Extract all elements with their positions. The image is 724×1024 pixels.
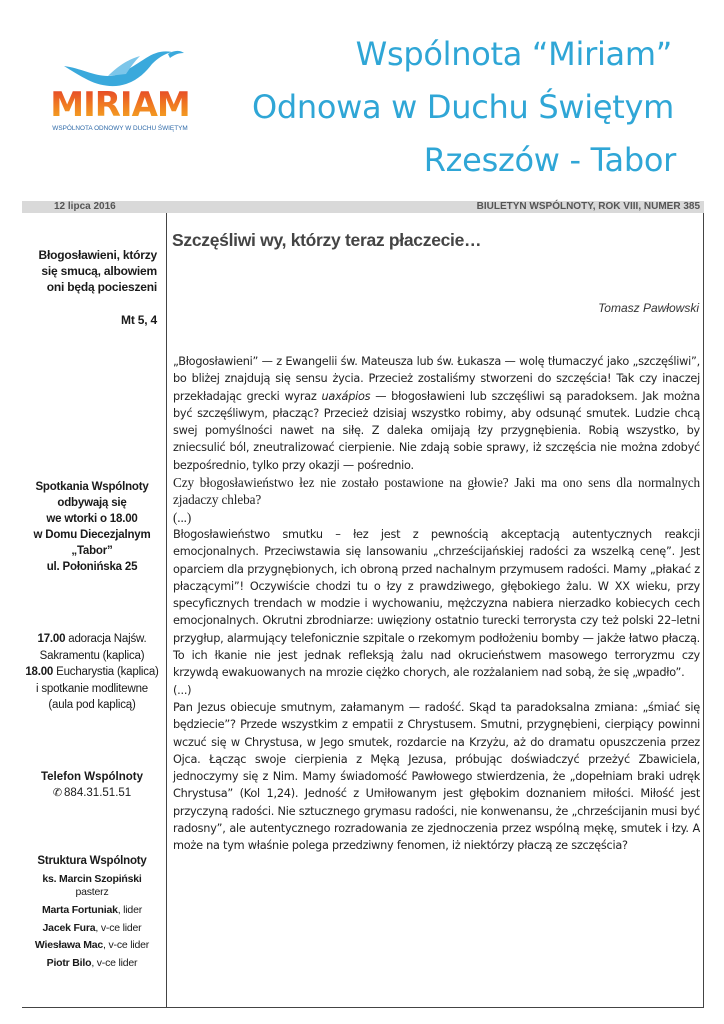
phone-info bbox=[22, 769, 162, 801]
info-bar bbox=[22, 201, 704, 213]
person-entry bbox=[22, 902, 162, 920]
schedule-desc-line: (aula pod kaplicą) bbox=[48, 699, 136, 711]
person-name-text: Jacek Fura bbox=[42, 921, 96, 934]
community-structure bbox=[22, 853, 162, 973]
paragraph-text: — błogosławieni lub szczęśliwi są paradoksem. Jak można być szczęśliwym, płacząc? Przecież dzisiaj wszystko robimy, aby odsunąć smutek. Ludzie chcą swej pomyślności nawet na siłę. Z daleka omijają łzy przygnębienia. Robią wszystko, by zniecsulić ból, zneutralizować cierpienie. Nie zdają sobie sprawy, iż szczęścia nie można zdobyć bezpośrednio, tylko przy okazji — pośrednio. bbox=[173, 389, 700, 472]
person-role: pasterz bbox=[75, 886, 109, 899]
phone-number: 884.31.51.51 bbox=[64, 787, 132, 799]
paragraph: Czy błogosławieństwo łez nie zostało postawione na głowie? Jaki ma ono sens dla normalnych zjadaczy chleba? bbox=[173, 475, 700, 508]
schedule-desc: Eucharystia (kaplica) bbox=[53, 666, 159, 678]
title-line-2: Odnowa w Duchu Świętym bbox=[251, 88, 674, 126]
schedule-desc-line: Sakramentu (kaplica) bbox=[39, 649, 145, 662]
paragraph: Błogosławieństwo smutku – łez jest z pewnością akceptacją autentycznych reakcji emocjonalnych. Przeciwstawia się lansowaniu „chrześcijańskiej radości za wszelką cenę”. Jest oparciem dla przygnębionych, ich obroną przed nachalnym przymusem radości. Mamy „płakać z płaczącymi”! Oczywiście chodzi tu o łzy z prawdziwego, głębokiego żalu. W XX wieku, przy specyficznych trendach w modzie i wychowaniu, mężczyzna nabiera nierzadko kobiecych cech emocjonalnych. Okrutni zbrodniarze: uwięziony ostatnio turecki terrorysta czy też polski 22–letni przygłup, alarmujący telefonicznie szpitale o rzekomym podłożeniu bomby — jakże łatwo płaczą. To ich łkanie nie jest jednak refleksją żalu nad okrucieństwem masowego terroryzmu czy krzywdą ewakuowanych na mrozie ciężko chorych, ale rozżalaniem nad sobą, że się „wpadło”. bbox=[173, 527, 700, 680]
paragraph: Pan Jezus obiecuje smutnym, załamanym — radość. Skąd ta paradoksalna zmiana: „śmiać się będziecie”? Przede wszystkim z empatii z Chrystusem. Smutni, przygnębieni, cierpiący powinni wczuć się w Chrystusa, w Jego smutek, rozdarcie na Krzyżu, aż do dramatu opuszczenia przez Ojca. Łącząc swoje cierpienia z Męką Jezusa, próbując doświadczyć przeżyć Zbawiciela, jednoczymy się z Nim. Mamy świadomość Pawłowego stwierdzenia, że „dopełniam braki udręk Chrystusa” (Kol 1,24). Jedność z Umiłowanym jest głębokim doznaniem miłości. Miłość jest przyczyną radości. Nie sztucznego grymasu radości, nie konwenansu, że „chrześcijanin musi być radosny”, ale autentycznego rozradowania ze zjednoczenia przez wspólną mękę, smutek i łzy. A może na tym właśnie polega przedziwny fenomen, iż niektórzy płaczą ze szczęścia? bbox=[173, 700, 700, 853]
meetings-line: ul. Połonińska 25 bbox=[46, 561, 138, 573]
person-name-text: Marta Fortuniak bbox=[41, 904, 118, 917]
person-role: , v-ce lider bbox=[95, 921, 142, 934]
quote-line: Błogosławieni, którzy bbox=[38, 248, 157, 262]
person-entry bbox=[22, 937, 162, 955]
schedule-item-eucharist bbox=[22, 664, 162, 681]
logo-subtitle: WSPÓLNOTA ODNOWY W DUCHU ŚWIĘTYM bbox=[52, 125, 188, 132]
article-title: Szczęśliwi wy, którzy teraz płaczecie… bbox=[172, 230, 482, 250]
schedule-item-adoration bbox=[22, 631, 162, 648]
logo-wordmark: MIRIAM bbox=[50, 85, 190, 125]
person-entry bbox=[22, 955, 162, 973]
article-author: Tomasz Pawłowski bbox=[598, 301, 699, 315]
person-role: , v-ce lider bbox=[91, 956, 138, 969]
meetings-info bbox=[22, 479, 162, 575]
bottom-border bbox=[22, 1007, 704, 1008]
person-role: , lider bbox=[117, 904, 143, 917]
meetings-line: „Tabor” bbox=[71, 545, 113, 557]
quote-line: oni będą pocieszeni bbox=[46, 280, 157, 294]
meetings-line: w Domu Diecezjalnym bbox=[33, 529, 151, 541]
meetings-line: Spotkania Wspólnoty bbox=[35, 481, 149, 493]
paragraph bbox=[173, 353, 700, 474]
person-name-text: ks. Marcin Szopiński bbox=[42, 872, 142, 885]
schedule bbox=[22, 631, 162, 714]
issue-number: BIULETYN WSPÓLNOTY, ROK VIII, NUMER 385 bbox=[476, 201, 700, 212]
article-body bbox=[173, 353, 700, 855]
ellipsis: (...) bbox=[173, 683, 192, 697]
schedule-time: 18.00 bbox=[25, 666, 54, 678]
quote-reference: Mt 5, 4 bbox=[121, 313, 157, 327]
person-entry bbox=[22, 920, 162, 938]
phone-icon: ✆ bbox=[52, 787, 63, 799]
title-line-1: Wspólnota “Miriam” bbox=[355, 35, 672, 73]
scripture-quote bbox=[27, 247, 157, 328]
newsletter-title bbox=[252, 28, 676, 187]
phone-heading: Telefon Wspólnoty bbox=[40, 771, 143, 783]
title-line-3: Rzeszów - Tabor bbox=[423, 141, 676, 179]
miriam-logo bbox=[50, 38, 190, 148]
meetings-line: odbywają się bbox=[57, 497, 127, 509]
right-border bbox=[703, 213, 704, 1008]
schedule-time: 17.00 bbox=[37, 633, 66, 645]
greek-word: uaxápios bbox=[321, 389, 371, 403]
phone-line bbox=[53, 787, 131, 799]
dove-icon bbox=[64, 51, 184, 86]
ellipsis: (...) bbox=[173, 509, 192, 525]
sidebar bbox=[22, 213, 167, 1008]
person-name-text: Wiesława Mac bbox=[34, 939, 104, 952]
meetings-line: we wtorki o 18.00 bbox=[46, 513, 138, 525]
structure-heading: Struktura Wspólnoty bbox=[37, 855, 147, 867]
schedule-desc-line: i spotkanie modlitewne bbox=[36, 682, 148, 695]
person-role: , v-ce lider bbox=[103, 939, 150, 952]
schedule-desc: adoracja Najśw. bbox=[65, 633, 147, 645]
issue-date: 12 lipca 2016 bbox=[54, 201, 116, 212]
paragraph-text: „Błogosławieni” — z Ewangelii św. Mateusza lub św. Łukasza — wolę tłumaczyć jako „szczęśliwi”, bo bliżej znajdują się sensu życia. Przecież zostaliśmy stworzeni do szczęścia! Tak czy inaczej przekładając grecki wyraz bbox=[173, 355, 700, 403]
quote-line: się smucą, albowiem bbox=[41, 264, 157, 278]
person-name-text: Piotr Bilo bbox=[46, 956, 92, 969]
article bbox=[167, 213, 704, 1008]
